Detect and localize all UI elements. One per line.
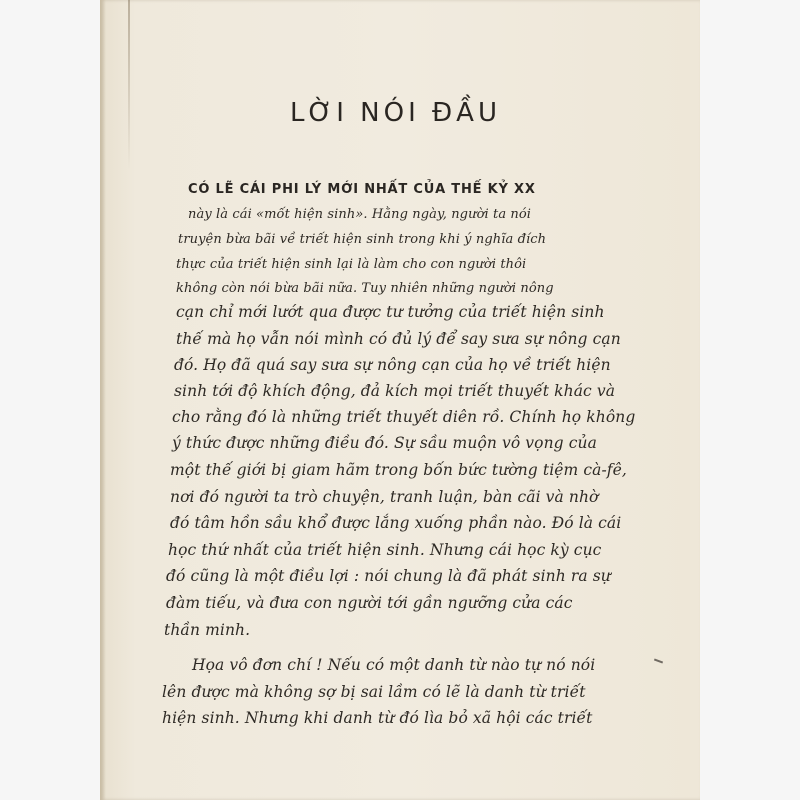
page-fold [128,0,130,170]
lead-sentence: CÓ LẼ CÁI PHI LÝ MỚI NHẤT CỦA THẾ KỶ XX [188,182,536,197]
text-line: này là cái «mốt hiện sinh». Hằng ngày, người ta nói [188,207,532,222]
page-title: LỜI NÓI ĐẦU [290,98,501,128]
page-edge [100,0,106,800]
text-line: thần minh. [164,621,251,639]
text-line: lên được mà không sợ bị sai lầm có lẽ là danh từ triết [162,683,586,701]
text-line: học thứ nhất của triết hiện sinh. Nhưng cái học kỳ cục [168,541,602,559]
text-line: cho rằng đó là những triết thuyết diên rồ. Chính họ không [172,408,636,426]
text-line: nơi đó người ta trò chuyện, tranh luận, bàn cãi và nhờ [170,488,599,506]
text-line: hiện sinh. Nhưng khi danh từ đó lìa bỏ xã hội các triết [162,709,593,727]
text-line: sinh tới độ khích động, đả kích mọi triết thuyết khác và [174,382,616,400]
text-line: đó. Họ đã quá say sưa sự nông cạn của họ về triết hiện [174,356,611,374]
text-line: Họa vô đơn chí ! Nếu có một danh từ nào tự nó nói [192,656,596,674]
text-line: một thế giới bị giam hãm trong bốn bức tường tiệm cà-fê, [170,461,627,479]
text-line: đó tâm hồn sầu khổ được lắng xuống phần nào. Đó là cái [170,514,622,532]
text-line: không còn nói bừa bãi nữa. Tuy nhiên những người nông [176,281,554,296]
text-line: thực của triết hiện sinh lại là làm cho con người thôi [176,257,527,272]
text-line: truyện bừa bãi về triết hiện sinh trong khi ý nghĩa đích [178,232,547,247]
text-line: cạn chỉ mới lướt qua được tư tưởng của triết hiện sinh [176,303,605,321]
text-line: đó cũng là một điều lợi : nói chung là đã phát sinh ra sự [166,567,611,585]
text-line: ý thức được những điều đó. Sự sầu muộn vô vọng của [172,434,597,452]
text-line: đàm tiếu, và đưa con người tới gần ngưỡng cửa các [166,594,573,612]
text-line: thế mà họ vẫn nói mình có đủ lý để say sưa sự nông cạn [176,330,621,348]
